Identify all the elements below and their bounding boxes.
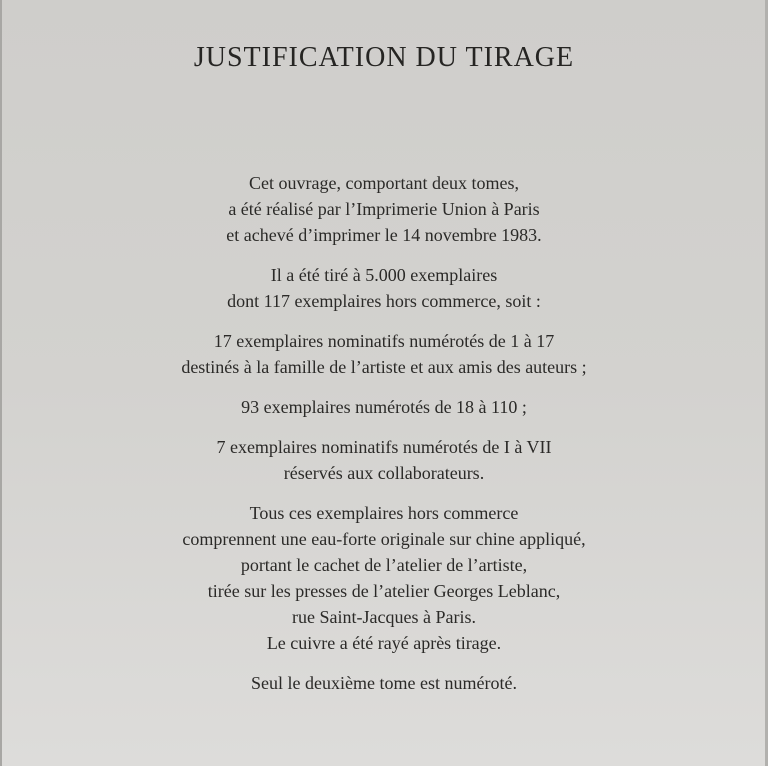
text-line: 93 exemplaires numérotés de 18 à 110 ; <box>241 397 527 417</box>
colophon-body <box>0 170 768 710</box>
text-line: Cet ouvrage, comportant deux tomes, <box>249 173 519 193</box>
paragraph-etching <box>0 500 768 656</box>
text-line: tirée sur les presses de l’atelier Georges Leblanc, <box>207 581 561 601</box>
text-line: Le cuivre a été rayé après tirage. <box>266 633 502 653</box>
paragraph-printing <box>0 170 768 248</box>
text-line: portant le cachet de l’atelier de l’artiste, <box>240 555 528 575</box>
text-line: a été réalisé par l’Imprimerie Union à Paris <box>228 199 540 219</box>
text-line: Il a été tiré à 5.000 exemplaires <box>270 265 498 285</box>
text-line: réservés aux collaborateurs. <box>283 463 485 483</box>
paragraph-family-copies <box>0 328 768 380</box>
text-line: rue Saint-Jacques à Paris. <box>292 607 476 627</box>
text-line: dont 117 exemplaires hors commerce, soit : <box>227 291 541 311</box>
text-line: 17 exemplaires nominatifs numérotés de 1 à 17 <box>213 331 555 351</box>
text-line: 7 exemplaires nominatifs numérotés de I à VII <box>216 437 552 457</box>
text-line: Tous ces exemplaires hors commerce <box>249 503 519 523</box>
paragraph-collaborator-copies <box>0 434 768 486</box>
text-line: destinés à la famille de l’artiste et aux amis des auteurs ; <box>181 357 587 377</box>
text-line: et achevé d’imprimer le 14 novembre 1983. <box>226 225 542 245</box>
text-line: Seul le deuxième tome est numéroté. <box>251 673 517 693</box>
paragraph-numbering-note <box>0 670 768 696</box>
page-title: JUSTIFICATION DU TIRAGE <box>193 42 575 73</box>
paragraph-print-run <box>0 262 768 314</box>
paragraph-numbered-copies <box>0 394 768 420</box>
text-line: comprennent une eau-forte originale sur chine appliqué, <box>182 529 586 549</box>
